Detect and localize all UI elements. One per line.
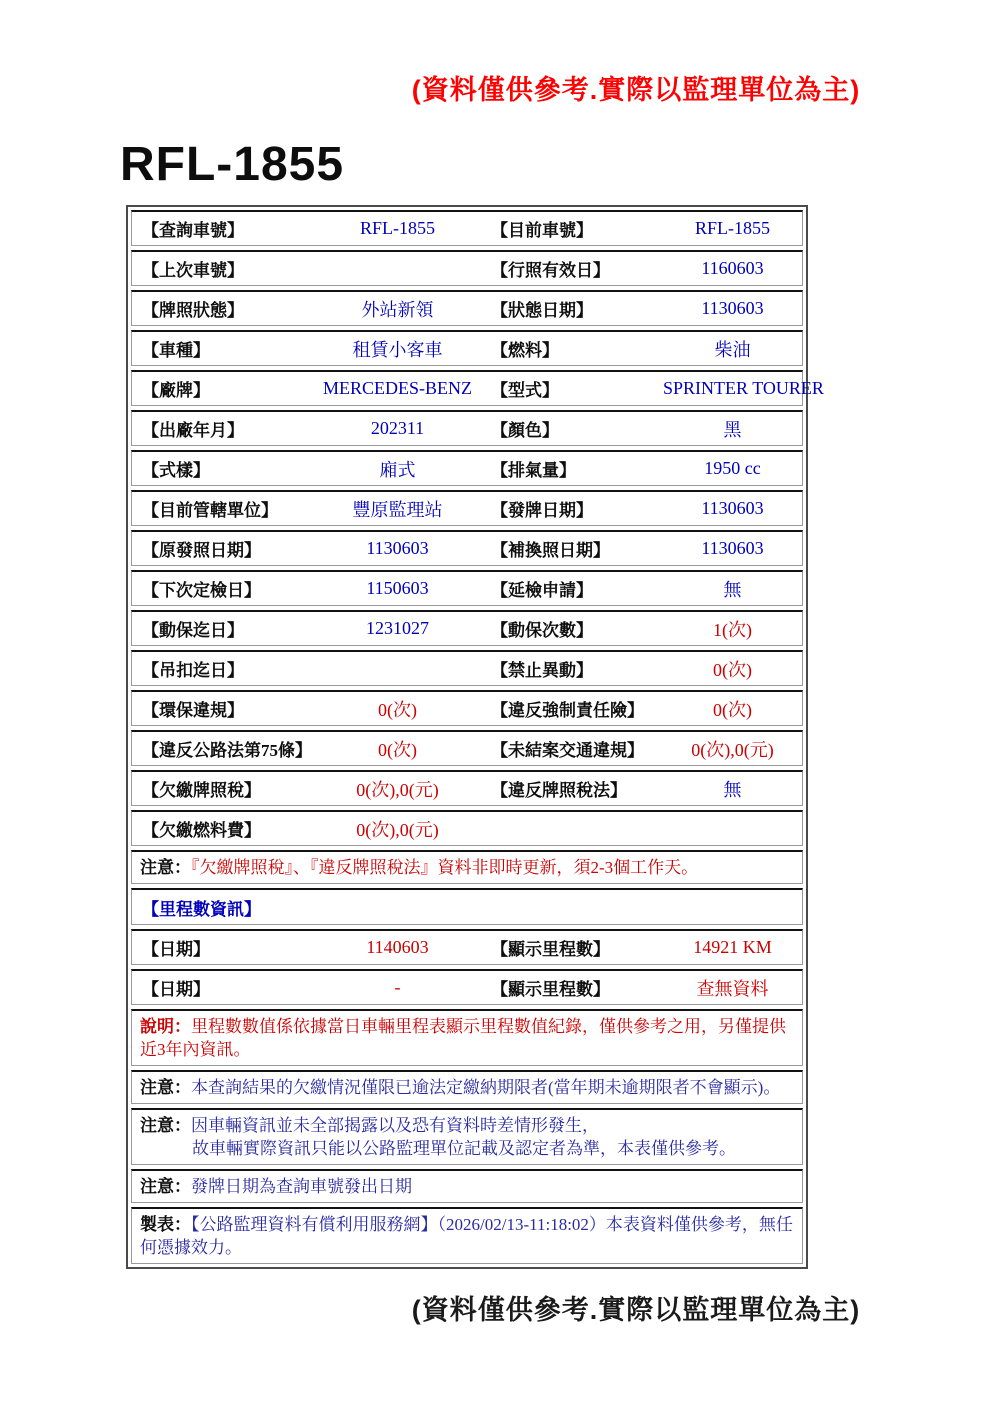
field-label: 【欠繳牌照稅】 [142, 781, 261, 800]
note-mileage-explanation [131, 1009, 803, 1066]
row-unpaid-fuel-fee [131, 810, 803, 846]
field-value: 查無資料 [696, 978, 769, 999]
note-text-line2: 故車輛實際資訊只能以公路監理單位記載及認定者為準，本表僅供參考。 [192, 1139, 736, 1158]
row-previous-plate [131, 250, 803, 286]
note-plate-issue-date [131, 1169, 803, 1203]
field-label: 【違反公路法第75條】 [142, 741, 312, 760]
field-value: 豐原監理站 [352, 499, 443, 520]
field-label: 【欠繳燃料費】 [142, 821, 261, 840]
field-value: 1160603 [701, 258, 764, 278]
field-label: 【牌照狀態】 [142, 301, 244, 320]
field-value: 0(次) [378, 699, 417, 720]
note-label: 注意： [140, 858, 191, 877]
field-value: 黑 [723, 419, 742, 440]
field-label: 【動保迄日】 [142, 621, 244, 640]
note-label: 注意： [140, 1078, 191, 1097]
field-label: 【補換照日期】 [491, 541, 610, 560]
field-label: 【廠牌】 [142, 381, 210, 400]
row-manufacture-color [131, 410, 803, 446]
field-value: 1130603 [701, 538, 764, 558]
note-overdue-scope [131, 1070, 803, 1104]
field-value: RFL-1855 [359, 218, 435, 238]
row-mileage-2 [131, 969, 803, 1005]
field-label: 【未結案交通違規】 [491, 741, 644, 760]
field-label: 【違反強制責任險】 [491, 701, 644, 720]
row-highway-law-violation [131, 730, 803, 766]
row-suspension [131, 650, 803, 686]
note-label: 注意： [140, 1116, 191, 1135]
field-value: 廂式 [379, 459, 416, 480]
top-disclaimer: (資料僅供參考.實際以監理單位為主) [411, 75, 861, 105]
note-label: 說明： [140, 1017, 191, 1036]
field-value: 1150603 [366, 578, 429, 598]
field-value: 租賃小客車 [352, 339, 443, 360]
field-value: 無 [723, 579, 742, 600]
field-label: 【顯示里程數】 [491, 940, 610, 959]
field-value: 無 [723, 779, 742, 800]
field-value: 1130603 [701, 298, 764, 318]
field-label: 【動保次數】 [491, 621, 593, 640]
field-value: 1(次) [713, 619, 752, 640]
note-data-accuracy [131, 1108, 803, 1165]
row-original-license-date [131, 530, 803, 566]
note-text: 里程數數值係依據當日車輛里程表顯示里程數值紀錄，僅供參考之用，另僅提供近3年內資訊。 [140, 1017, 786, 1059]
vehicle-report-table [126, 205, 824, 1269]
note-text: 本查詢結果的欠繳情況僅限已逾法定繳納期限者(當年期未逾期限者不會顯示)。 [191, 1078, 781, 1097]
field-label: 【上次車號】 [142, 261, 244, 280]
note-label: 製表： [140, 1215, 191, 1234]
field-value: 外站新領 [361, 299, 434, 320]
row-authority-issue-date [131, 490, 803, 526]
field-value: 1130603 [366, 538, 429, 558]
field-value: 202311 [370, 418, 425, 438]
field-label: 【原發照日期】 [142, 541, 261, 560]
field-label: 【發牌日期】 [491, 501, 593, 520]
row-brand-model [131, 370, 824, 406]
row-query-plate [131, 210, 803, 246]
field-value: 1231027 [366, 618, 429, 638]
field-value: 0(次) [713, 659, 752, 680]
field-label: 【出廠年月】 [142, 421, 244, 440]
field-label: 【下次定檢日】 [142, 581, 261, 600]
field-label: 【目前管轄單位】 [142, 501, 278, 520]
note-text: 因車輛資訊並未全部揭露以及恐有資料時差情形發生， [191, 1116, 599, 1135]
field-label: 【型式】 [491, 381, 559, 400]
note-text: 『欠繳牌照稅』、『違反牌照稅法』資料非即時更新，須2-3個工作天。 [191, 858, 699, 877]
row-security-interest [131, 610, 803, 646]
field-label: 【日期】 [142, 940, 210, 959]
field-value: - [394, 977, 401, 997]
field-label: 【排氣量】 [491, 461, 576, 480]
field-value: RFL-1855 [694, 218, 770, 238]
field-label: 【行照有效日】 [491, 261, 610, 280]
bottom-disclaimer: (資料僅供參考.實際以監理單位為主) [411, 1295, 861, 1325]
field-label: 【狀態日期】 [491, 301, 593, 320]
field-label: 【吊扣迄日】 [142, 661, 244, 680]
field-label: 【式樣】 [142, 461, 210, 480]
row-environmental-violation [131, 690, 803, 726]
note-text: 【公路監理資料有償利用服務網】（2026/02/13-11:18:02）本表資料僅供參考，無任何憑據效力。 [140, 1215, 793, 1257]
note-text: 發牌日期為查詢車號發出日期 [191, 1177, 412, 1196]
field-value: SPRINTER TOURER [663, 378, 824, 398]
field-label: 【環保違規】 [142, 701, 244, 720]
field-label: 【禁止異動】 [491, 661, 593, 680]
field-label: 【顏色】 [491, 421, 559, 440]
page-title: RFL-1855 [120, 138, 345, 191]
field-label: 【日期】 [142, 980, 210, 999]
field-value: 14921 KM [693, 937, 772, 957]
row-vehicle-type [131, 330, 803, 366]
row-style-displacement [131, 450, 803, 486]
field-label: 【查詢車號】 [142, 221, 244, 240]
field-label: 【車種】 [142, 341, 210, 360]
field-value: 1130603 [701, 498, 764, 518]
row-next-inspection [131, 570, 803, 606]
field-value: 1140603 [366, 937, 429, 957]
field-value: MERCEDES-BENZ [322, 378, 472, 398]
field-value: 0(次),0(元) [356, 819, 439, 840]
field-value: 1950 cc [704, 458, 761, 478]
row-unpaid-license-tax [131, 770, 803, 806]
field-label: 【延檢申請】 [491, 581, 593, 600]
field-value: 0(次) [378, 739, 417, 760]
field-label: 【目前車號】 [491, 221, 593, 240]
field-value: 0(次) [713, 699, 752, 720]
section-title: 【里程數資訊】 [142, 900, 261, 919]
note-report-footer [131, 1207, 803, 1264]
field-label: 【燃料】 [491, 341, 559, 360]
row-mileage-1 [131, 929, 803, 965]
row-plate-status [131, 290, 803, 326]
field-label: 【顯示里程數】 [491, 980, 610, 999]
mileage-section-header [131, 888, 803, 925]
field-value: 0(次),0(元) [356, 779, 439, 800]
field-value: 0(次),0(元) [691, 739, 774, 760]
note-tax-update [131, 850, 803, 884]
field-label: 【違反牌照稅法】 [491, 781, 627, 800]
field-value: 柴油 [714, 339, 751, 360]
note-label: 注意： [140, 1177, 191, 1196]
